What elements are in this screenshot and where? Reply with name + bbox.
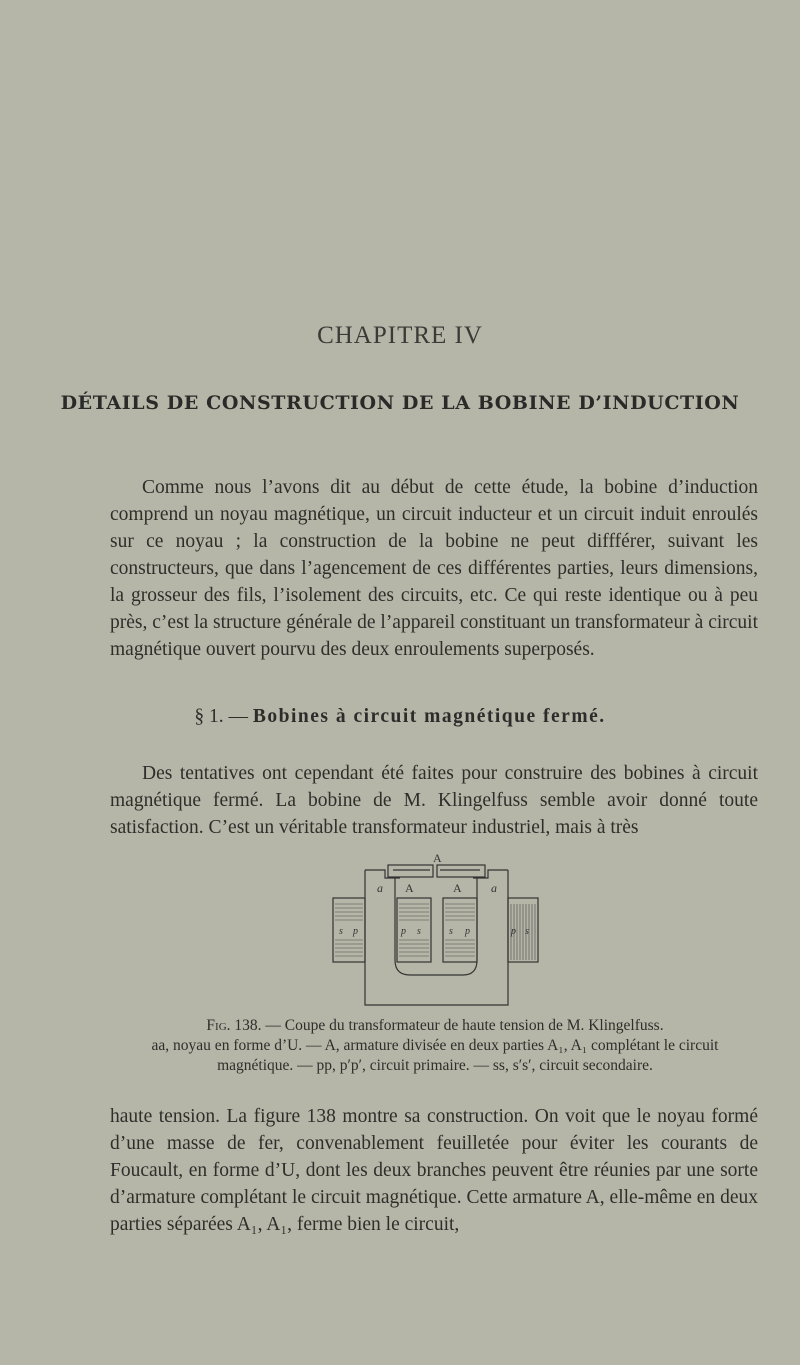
figure-caption [130,1016,740,1076]
coil-left-outer [333,898,365,962]
chapter-heading: CHAPITRE IV [317,322,483,349]
figure-transformer-diagram [325,850,545,1010]
paragraph-intro: Comme nous l’avons dit au début de cette étude, la bobine d’induction comprend un noyau magnétique, un circuit inducteur et un circuit induit enroulés sur ce noyau ; la construction de la bobine ne peut diffférer, suivant les constructeurs, que dans l’agencement de ces différentes parties, leurs dimensions, la grosseur des fils, l’isolement des circuits, etc. Ce qui reste identique ou à peu près, c’est la structure générale de l’appareil constituant un transformateur à circuit magnétique ouvert pourvu des deux enroulements superposés. [110,477,758,660]
fig-label-p-inner-right: p [465,926,470,937]
section-title: Bobines à circuit magnétique fermé. [252,706,606,727]
fig-label-a-right: a [491,881,497,895]
fig-label-s-inner-right: s [449,926,453,937]
caption-legend: aa, noyau en forme d’U. — A, armature divisée en deux parties A₁, A₁ complétant le circuit magnétique. — pp, p′p′, circuit primaire. — ss, s′s′, circuit secondaire. [151,1037,719,1074]
chapter-title: DÉTAILS DE CONSTRUCTION DE LA BOBINE D’INDUCTION [60,392,740,414]
fig-label-p-left: p [353,926,358,937]
section-number: § 1. — [194,706,248,727]
armature-left [388,865,433,877]
paragraph-continued: haute tension. La figure 138 montre sa construction. On voit que le noyau formé d’une masse de fer, convenablement feuilletée pour éviter les courants de Foucault, en forme d’U, dont les deux branches peuvent être réunies par une sorte d’armature complétant le circuit magnétique. Cette armature A, elle-même en deux parties séparées A₁, A₁, ferme bien le circuit, [110,1106,758,1235]
caption-fig-label: Fig. 138. [206,1017,262,1034]
armature-right [437,865,485,877]
fig-label-s-right: s [525,926,529,937]
fig-label-A1-left: A [405,881,414,895]
fig-label-p-inner: p [401,926,406,937]
fig-label-s-inner: s [417,926,421,937]
u-core-outer [365,870,508,1005]
paragraph-section: Des tentatives ont cependant été faites pour construire des bobines à circuit magnétique fermé. La bobine de M. Klingelfuss semble avoir donné toute satisfaction. C’est un véritable transformateur industriel, mais à très [110,763,758,838]
fig-label-A: A [433,851,442,865]
section-heading [0,706,800,728]
fig-label-a-left: a [377,881,383,895]
fig-label-A1-right: A [453,881,462,895]
fig-label-s-left: s [339,926,343,937]
caption-text: — Coupe du transformateur de haute tension de M. Klingelfuss. [261,1017,664,1034]
fig-label-p-right: p [511,926,516,937]
transformer-section-svg [325,850,545,1010]
